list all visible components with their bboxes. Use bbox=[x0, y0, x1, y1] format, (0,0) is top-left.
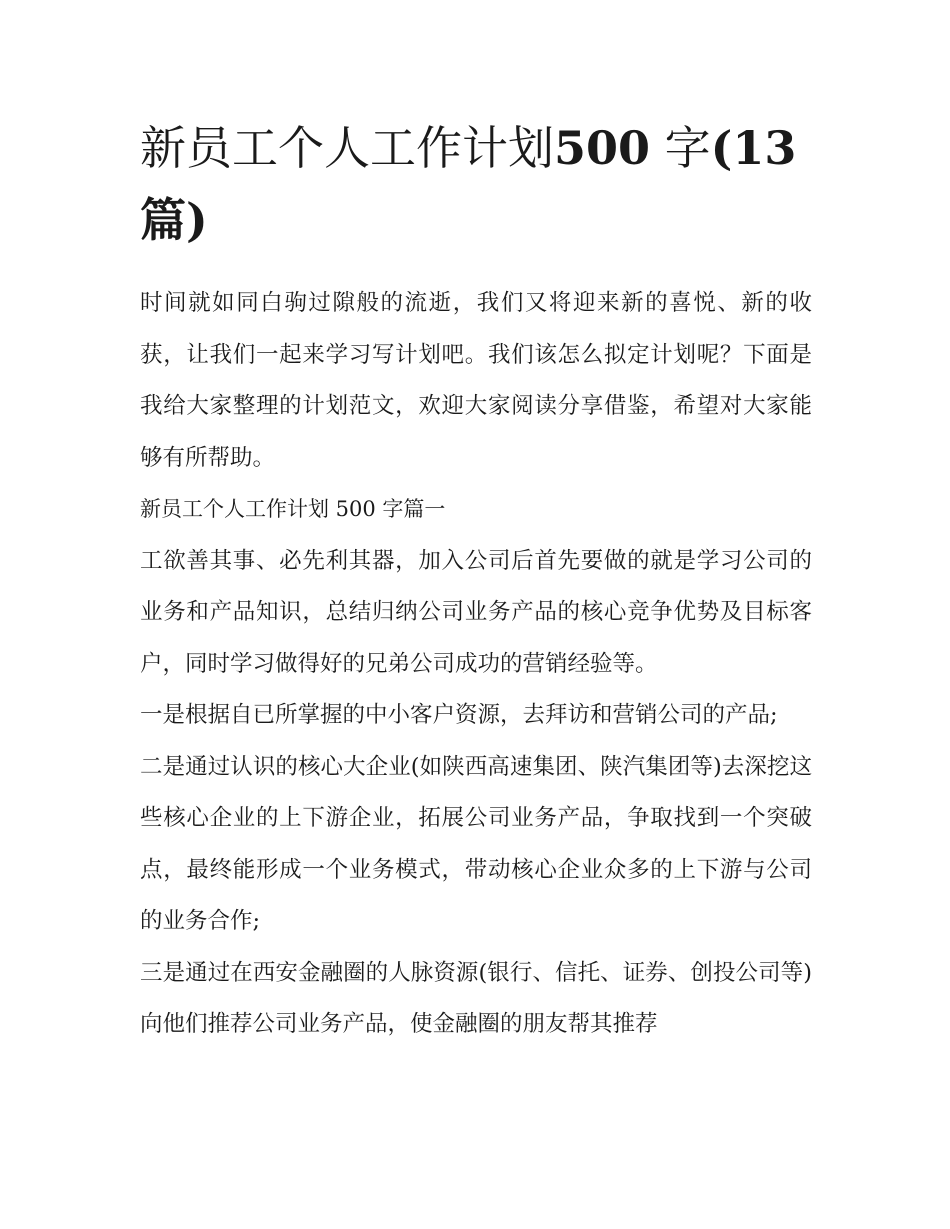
section-heading: 新员工个人工作计划 500 字篇一 bbox=[140, 497, 446, 521]
title-number: 500 bbox=[554, 121, 651, 175]
body-paragraph-3: 二是通过认识的核心大企业(如陕西高速集团、陕汽集团等)去深挖这些核心企业的上下游企业，拓展公司业务产品，争取找到一个突破点，最终能形成一个业务模式，带动核心企业众多的上下游与公司的业务合作; bbox=[140, 753, 812, 934]
document-page bbox=[140, 112, 812, 1051]
title-prefix: 新员工个人工作计划 bbox=[140, 121, 554, 175]
body-paragraph-2: 一是根据自已所掌握的中小客户资源，去拜访和营销公司的产品; bbox=[140, 702, 778, 728]
body-paragraph-4: 三是通过在西安金融圈的人脉资源(银行、信托、证券、创投公司等)向他们推荐公司业务产品，使金融圈的朋友帮其推荐 bbox=[140, 959, 812, 1037]
title-mid: 字 bbox=[650, 121, 711, 175]
intro-paragraph: 时间就如同白驹过隙般的流逝，我们又将迎来新的喜悦、新的收获，让我们一起来学习写计划吧。我们该怎么拟定计划呢？下面是我给大家整理的计划范文，欢迎大家阅读分享借鉴，希望对大家能够有所帮助。 bbox=[140, 290, 812, 471]
document-title bbox=[140, 112, 812, 256]
title-count: (13 bbox=[710, 121, 797, 175]
body-paragraph-1: 工欲善其事、必先利其器，加入公司后首先要做的就是学习公司的业务和产品知识，总结归纳公司业务产品的核心竞争优势及目标客户，同时学习做得好的兄弟公司成功的营销经验等。 bbox=[140, 547, 812, 677]
title-tail: 篇) bbox=[140, 193, 208, 247]
